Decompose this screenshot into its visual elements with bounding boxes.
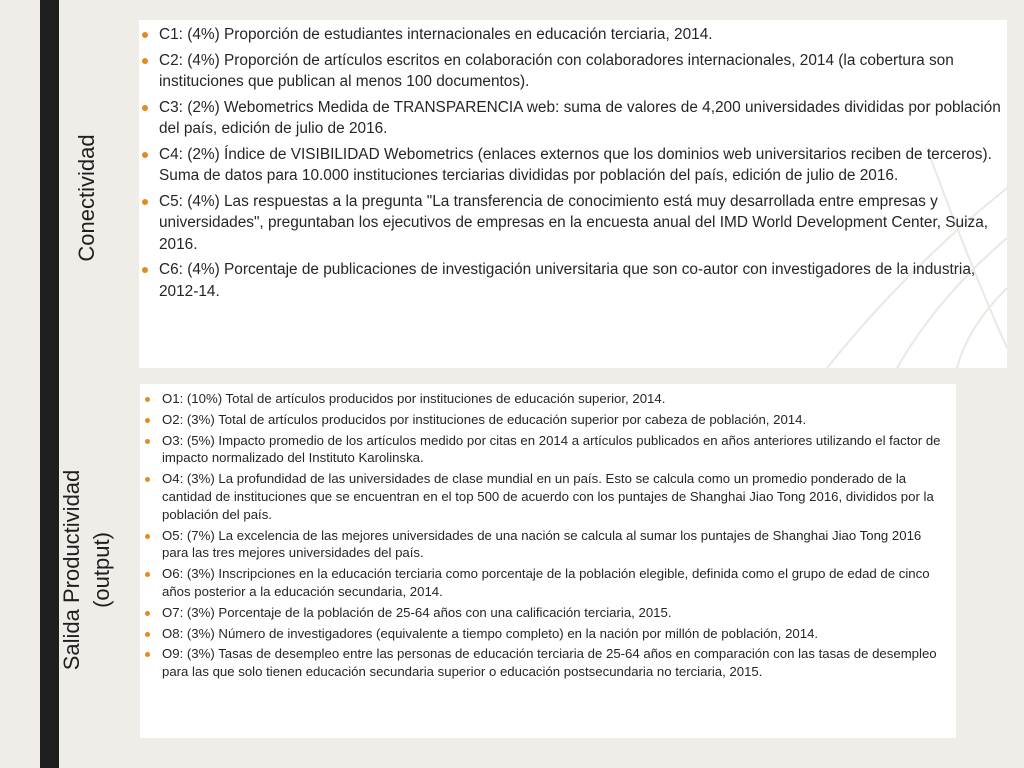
list-item: O6: (3%) Inscripciones en la educación terciaria como porcentaje de la población elegible, definida como el grupo de edad de cinco años posterior a la educación secundaria, 2014. <box>162 565 950 601</box>
list-item: O8: (3%) Número de investigadores (equivalente a tiempo completo) en la nación por millón de población, 2014. <box>162 625 950 643</box>
list-item: O7: (3%) Porcentaje de la población de 25-64 años con una calificación terciaria, 2015. <box>162 604 950 622</box>
productivity-label-line2: (output) <box>89 532 114 608</box>
list-item: C6: (4%) Porcentaje de publicaciones de investigación universitaria que son co-autor con investigadores de la industria, 2012-14. <box>159 259 1001 302</box>
productivity-panel <box>140 384 956 738</box>
productivity-list <box>140 384 956 681</box>
list-item: O2: (3%) Total de artículos producidos por instituciones de educación superior por cabeza de población, 2014. <box>162 411 950 429</box>
list-item: C5: (4%) Las respuestas a la pregunta "La transferencia de conocimiento está muy desarrollada entre empresas y universidades", preguntaban los ejecutivos de empresas en la encuesta anual del IMD World Development Center, Suiza, 2016. <box>159 191 1001 256</box>
section-label-productivity <box>57 440 117 700</box>
connectivity-panel <box>139 20 1007 368</box>
list-item: C1: (4%) Proporción de estudiantes internacionales en educación terciaria, 2014. <box>159 24 1001 46</box>
list-item: O5: (7%) La excelencia de las mejores universidades de una nación se calcula al sumar los puntajes de Shanghai Jiao Tong 2016 para las tres mejores universidades del país. <box>162 527 950 563</box>
list-item: C2: (4%) Proporción de artículos escritos en colaboración con colaboradores internacionales, 2014 (la cobertura son instituciones que publican al menos 100 documentos). <box>159 50 1001 93</box>
productivity-label-line1: Salida Productividad <box>59 469 84 671</box>
connectivity-list <box>139 20 1007 302</box>
list-item: O4: (3%) La profundidad de las universidades de clase mundial en un país. Esto se calcula como un promedio ponderado de la cantidad de instituciones que se encuentran en el top 500 de acuerdo con los puntajes de Shanghai Jiao Tong 2016, divididos por la población del país. <box>162 470 950 523</box>
list-item: C4: (2%) Índice de VISIBILIDAD Webometrics (enlaces externos que los dominios web universitarios reciben de terceros). Suma de datos para 10.000 instituciones terciarias divididas por población del país, edición de julio de 2016. <box>159 144 1001 187</box>
section-label-connectivity <box>72 98 102 298</box>
list-item: O1: (10%) Total de artículos producidos por instituciones de educación superior, 2014. <box>162 390 950 408</box>
list-item: O9: (3%) Tasas de desempleo entre las personas de educación terciaria de 25-64 años en comparación con las tasas de desempleo para las que solo tienen educación secundaria superior o educación postsecundaria no terciaria, 2015. <box>162 645 950 681</box>
list-item: C3: (2%) Webometrics Medida de TRANSPARENCIA web: suma de valores de 4,200 universidades divididas por población del país, edición de julio de 2016. <box>159 97 1001 140</box>
connectivity-label: Conectividad <box>74 134 99 262</box>
list-item: O3: (5%) Impacto promedio de los artículos medido por citas en 2014 a artículos publicados en años anteriores utilizando el factor de impacto normalizado del Instituto Karolinska. <box>162 432 950 468</box>
